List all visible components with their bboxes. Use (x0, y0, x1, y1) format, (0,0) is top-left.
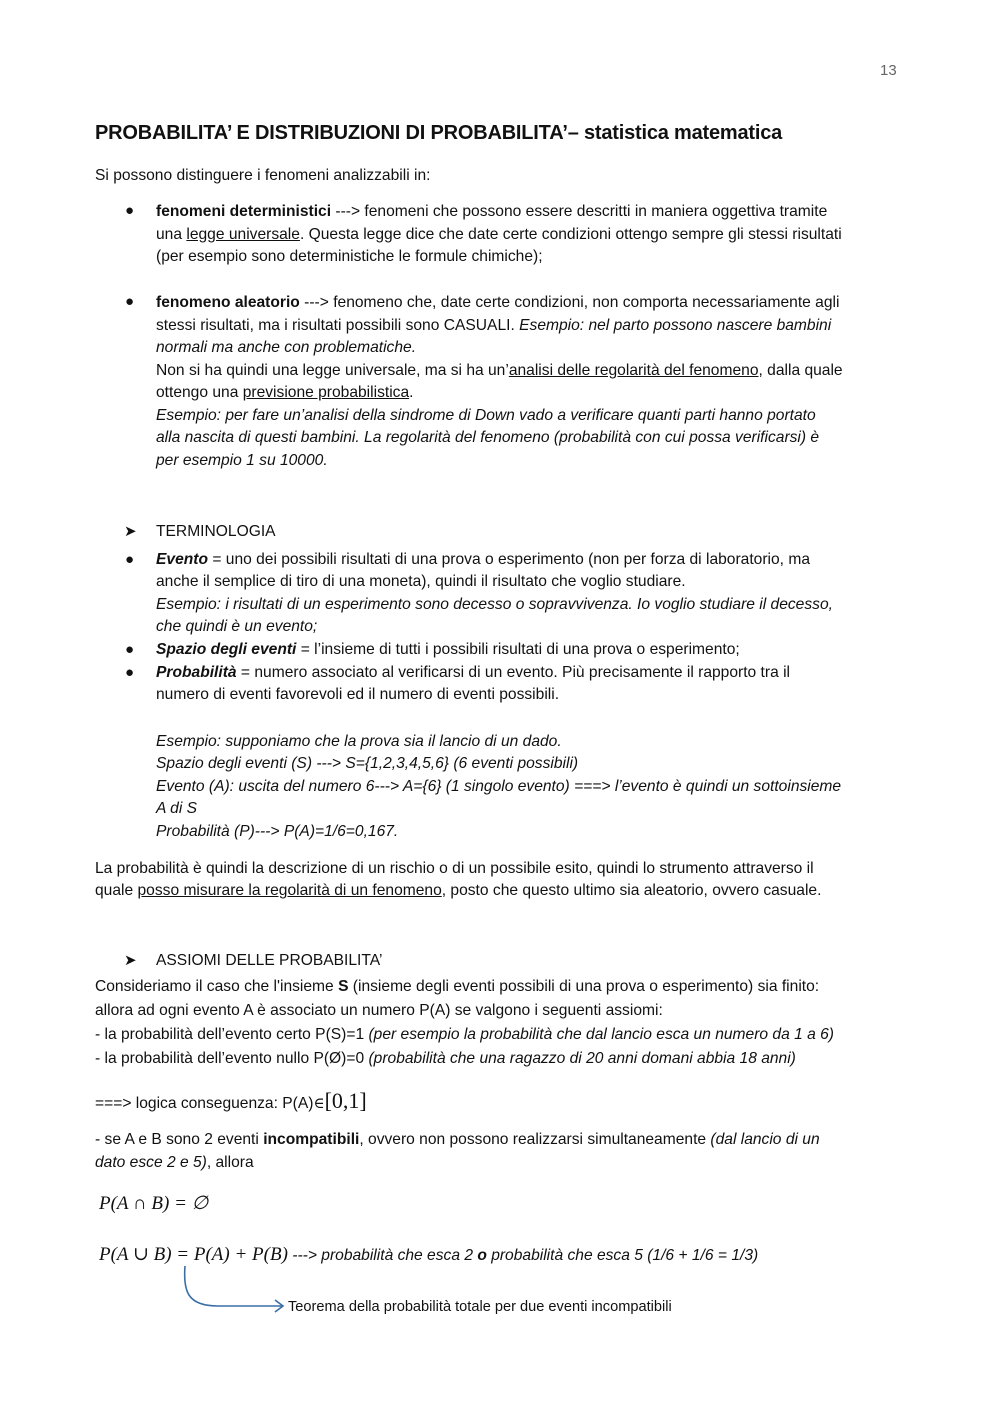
alea-line-8: per esempio 1 su 10000. (156, 452, 328, 469)
terminology-heading: TERMINOLOGIA (156, 523, 276, 540)
bullet-dot: ● (125, 293, 135, 310)
alea-line-6: Esempio: per fare un’analisi della sindrome di Down vado a verificare quanti parti hanno portato (156, 407, 816, 424)
evento-line-2: anche il semplice di tiro di una moneta), quindi il risultato che voglio studiare. (156, 573, 686, 590)
bullet-dot: ● (125, 551, 135, 568)
example-line-4: A di S (156, 800, 198, 817)
incomp-line-1: - se A e B sono 2 eventi incompatibili, ovvero non possono realizzarsi simultaneamente (dal lancio di un (95, 1131, 820, 1148)
formula-intersection: P(A ∩ B) = ∅ (99, 1193, 209, 1214)
assiomi-heading: ASSIOMI DELLE PROBABILITA’ (156, 952, 383, 969)
alea-line-3: normali ma anche con problematiche. (156, 339, 417, 356)
arrow-bullet-icon: ➤ (124, 523, 137, 540)
evento-line-3: Esempio: i risultati di un esperimento sono decesso o sopravvivenza. Io voglio studiare il decesso, (156, 596, 833, 613)
evento-line-4: che quindi è un evento; (156, 618, 318, 635)
consequence-line: ===> logica conseguenza: P(A)∈[0,1] (95, 1088, 367, 1113)
bullet-dot: ● (125, 664, 135, 681)
prob-line-2: numero di eventi favorevoli ed il numero di eventi possibili. (156, 686, 560, 703)
example-line-1: Esempio: supponiamo che la prova sia il lancio di un dado. (156, 733, 562, 750)
summary-line-1: La probabilità è quindi la descrizione di un rischio o di un possibile esito, quindi lo strumento attraverso il (95, 860, 814, 877)
bullet-dot: ● (125, 641, 135, 658)
example-line-2: Spazio degli eventi (S) ---> S={1,2,3,4,5,6} (6 eventi possibili) (156, 755, 579, 772)
assiomi-line-4: - la probabilità dell’evento nullo P(Ø)=0 (probabilità che una ragazzo di 20 anni domani abbia 18 anni) (95, 1050, 796, 1067)
curved-arrow-icon (178, 1262, 290, 1324)
det-line-3: (per esempio sono deterministiche le formule chimiche); (156, 248, 543, 265)
assiomi-line-3: - la probabilità dell’evento certo P(S)=1 (per esempio la probabilità che dal lancio esca un numero da 1 a 6) (95, 1026, 834, 1043)
prob-line-1: Probabilità = numero associato al verificarsi di un evento. Più precisamente il rapporto tra il (156, 664, 791, 681)
assiomi-line-1: Consideriamo il caso che l'insieme S (insieme degli eventi possibili di una prova o esperimento) sia finito: (95, 978, 820, 995)
page-title: PROBABILITA’ E DISTRIBUZIONI DI PROBABILITA’– statistica matematica (95, 122, 783, 144)
intro-text: Si possono distinguere i fenomeni analizzabili in: (95, 167, 431, 184)
example-line-5: Probabilità (P)---> P(A)=1/6=0,167. (156, 823, 399, 840)
alea-line-2: stessi risultati, ma i risultati possibili sono CASUALI. Esempio: nel parto possono nascere bambini (156, 317, 832, 334)
theorem-label: Teorema della probabilità totale per due eventi incompatibili (288, 1299, 672, 1315)
spazio-line: Spazio degli eventi = l’insieme di tutti i possibili risultati di una prova o esperimento; (156, 641, 740, 658)
example-line-3: Evento (A): uscita del numero 6---> A={6} (1 singolo evento) ===> l’evento è quindi un sottoinsieme (156, 778, 842, 795)
incomp-line-2: dato esce 2 e 5), allora (95, 1154, 254, 1171)
det-line-2: una legge universale. Questa legge dice che date certe condizioni ottengo sempre gli stessi risultati (156, 226, 842, 243)
summary-line-2: quale posso misurare la regolarità di un fenomeno, posto che questo ultimo sia aleatorio, ovvero casuale. (95, 882, 822, 899)
alea-line-4: Non si ha quindi una legge universale, ma si ha un’analisi delle regolarità del fenomeno, dalla quale (156, 362, 843, 379)
evento-line-1: Evento = uno dei possibili risultati di una prova o esperimento (non per forza di laboratorio, ma (156, 551, 810, 568)
formula-union-line: P(A ∪ B) = P(A) + P(B) ---> probabilità che esca 2 o probabilità che esca 5 (1/6 + 1/6 = 1/3) (99, 1244, 759, 1265)
alea-line-5: ottengo una previsione probabilistica. (156, 384, 414, 401)
arrow-bullet-icon: ➤ (124, 952, 137, 969)
page-number: 13 (880, 62, 897, 79)
assiomi-line-2: allora ad ogni evento A è associato un numero P(A) se valgono i seguenti assiomi: (95, 1002, 663, 1019)
alea-line-1: fenomeno aleatorio ---> fenomeno che, date certe condizioni, non comporta necessariamente agli (156, 294, 840, 311)
bullet-dot: ● (125, 202, 135, 219)
alea-line-7: alla nascita di questi bambini. La regolarità del fenomeno (probabilità con cui possa verificarsi) è (156, 429, 820, 446)
det-line-1: fenomeni deterministici ---> fenomeni che possono essere descritti in maniera oggettiva tramite (156, 203, 828, 220)
